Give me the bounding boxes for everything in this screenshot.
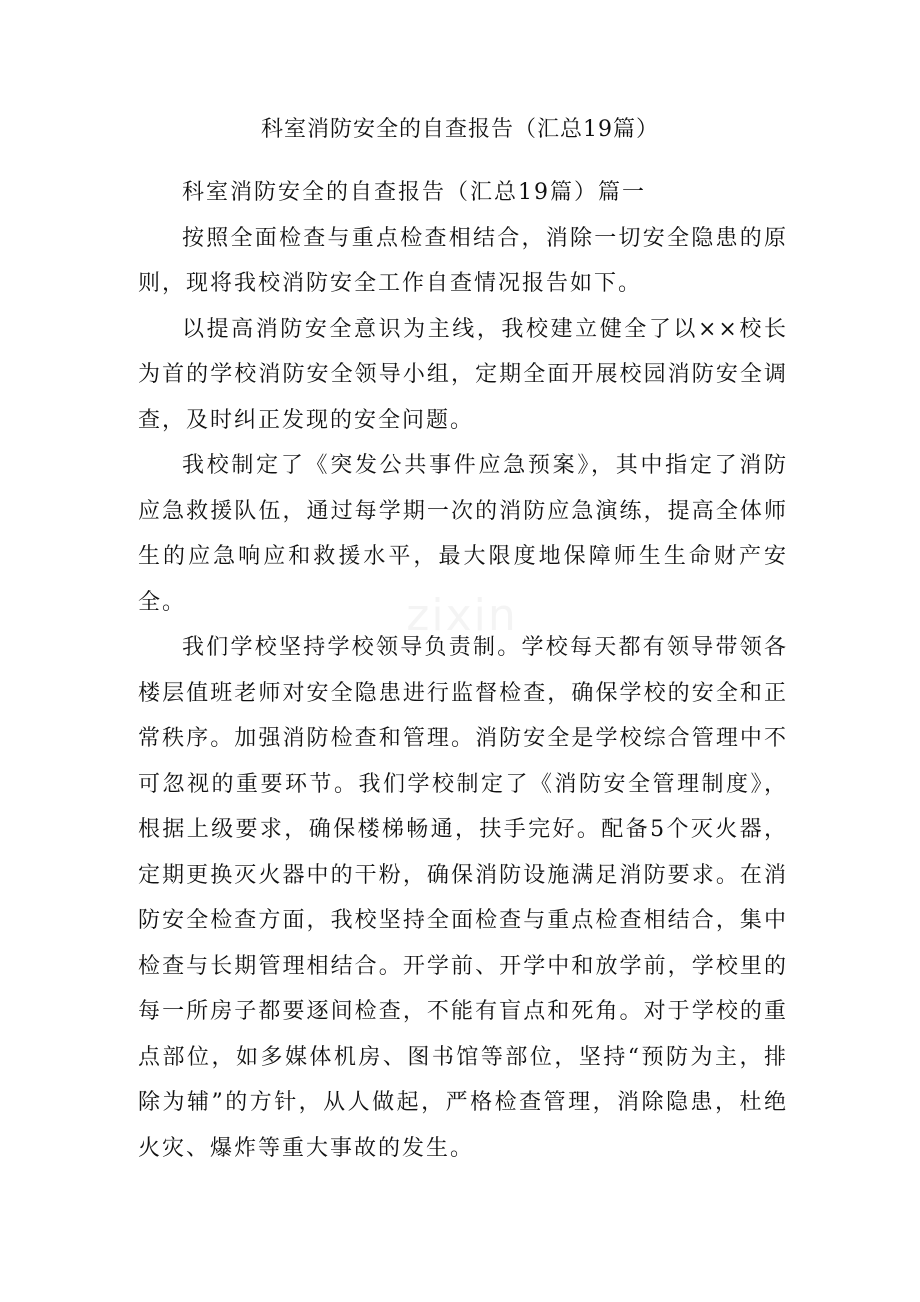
watermark: zixin xyxy=(406,590,518,641)
paragraph-2: 以提高消防安全意识为主线，我校建立健全了以××校长为首的学校消防安全领导小组，定期全面开展校园消防安全调查，及时纠正发现的安全问题。 xyxy=(138,316,788,433)
section-heading: 科室消防安全的自查报告（汇总19篇）篇一 xyxy=(182,180,646,205)
paragraph-4: 我们学校坚持学校领导负责制。学校每天都有领导带领各楼层值班老师对安全隐患进行监督检查，确保学校的安全和正常秩序。加强消防检查和管理。消防安全是学校综合管理中不可忽视的重要环节。我们学校制定了《消防安全管理制度》，根据上级要求，确保楼梯畅通，扶手完好。配备5个灭火器，定期更换灭火器中的干粉，确保消防设施满足消防要求。在消防安全检查方面，我校坚持全面检查与重点检查相结合，集中检查与长期管理相结合。开学前、开学中和放学前，学校里的每一所房子都要逐间检查，不能有盲点和死角。对于学校的重点部位，如多媒体机房、图书馆等部位，坚持“预防为主，排除为辅”的方针，从人做起，严格检查管理，消除隐患，杜绝火灾、爆炸等重大事故的发生。 xyxy=(138,635,788,1161)
paragraph-1: 按照全面检查与重点检查相结合，消除一切安全隐患的原则，现将我校消防安全工作自查情况报告如下。 xyxy=(138,225,788,296)
document-body xyxy=(138,170,788,1171)
paragraph-3: 我校制定了《突发公共事件应急预案》，其中指定了消防应急救援队伍，通过每学期一次的消防应急演练，提高全体师生的应急响应和救援水平，最大限度地保障师生生命财产安全。 xyxy=(138,453,788,615)
document-title: 科室消防安全的自查报告（汇总19篇） xyxy=(261,117,659,142)
